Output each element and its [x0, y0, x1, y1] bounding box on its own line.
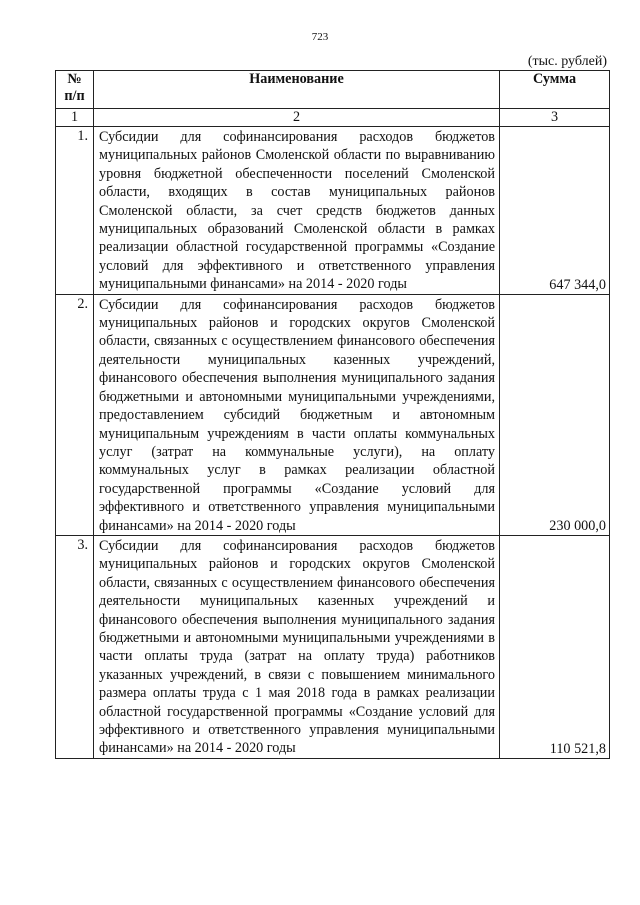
subsidies-table	[55, 70, 610, 759]
units-note: (тыс. рублей)	[527, 54, 607, 69]
row-number: 2.	[56, 294, 94, 535]
row-number: 3.	[56, 535, 94, 758]
row-name: Субсидии для софинансирования расходов бюджетов муниципальных районов и городских округов Смоленской области, связанных с осуществлением финансового обеспечения деятельности муниципальных казенных учреждений и финансового обеспечения выполнения муниципального задания бюджетными и автономными муниципальными учреждениями в части оплаты труда (затрат на оплату труда) работников указанных учреждений, в связи с повышением минимального размера оплаты труда с 1 мая 2018 года в рамках реализации областной государственной программы «Создание условий для эффективного и ответственного управления муниципальными финансами» на 2014 - 2020 годы	[94, 535, 500, 758]
table-header-row	[56, 71, 610, 109]
row-number: 1.	[56, 127, 94, 295]
row-name: Субсидии для софинансирования расходов бюджетов муниципальных районов и городских округов Смоленской области, связанных с осуществлением финансового обеспечения деятельности муниципальных казенных учреждений, финансового обеспечения выполнения муниципального задания бюджетными и автономными муниципальными учреждениями, предоставлением субсидий бюджетным и автономным муниципальным учреждениям в части оплаты коммунальных услуг (затрат на коммунальные услуги), на оплату коммунальных услуг в рамках реализации областной государственной программы «Создание условий для эффективного и ответственного управления муниципальными финансами» на 2014 - 2020 годы	[94, 294, 500, 535]
row-sum: 110 521,8	[500, 535, 610, 758]
column-number: 3	[500, 109, 610, 127]
table-row	[56, 127, 610, 295]
row-sum: 230 000,0	[500, 294, 610, 535]
table-row	[56, 535, 610, 758]
table-row	[56, 294, 610, 535]
header-name: Наименование	[94, 71, 500, 109]
column-number: 1	[56, 109, 94, 127]
column-numbers-row	[56, 109, 610, 127]
header-num: № п/п	[56, 71, 94, 109]
header-sum: Сумма	[500, 71, 610, 109]
page-number: 723	[311, 31, 329, 43]
row-sum: 647 344,0	[500, 127, 610, 295]
row-name: Субсидии для софинансирования расходов бюджетов муниципальных районов Смоленской области по выравниванию уровня бюджетной обеспеченности поселений Смоленской области, входящих в состав муниципальных районов Смоленской области, за счет средств бюджетов данных муниципальных образований Смоленской области в рамках реализации областной государственной программы «Создание условий для эффективного и ответственного управления муниципальными финансами» на 2014 - 2020 годы	[94, 127, 500, 295]
column-number: 2	[94, 109, 500, 127]
